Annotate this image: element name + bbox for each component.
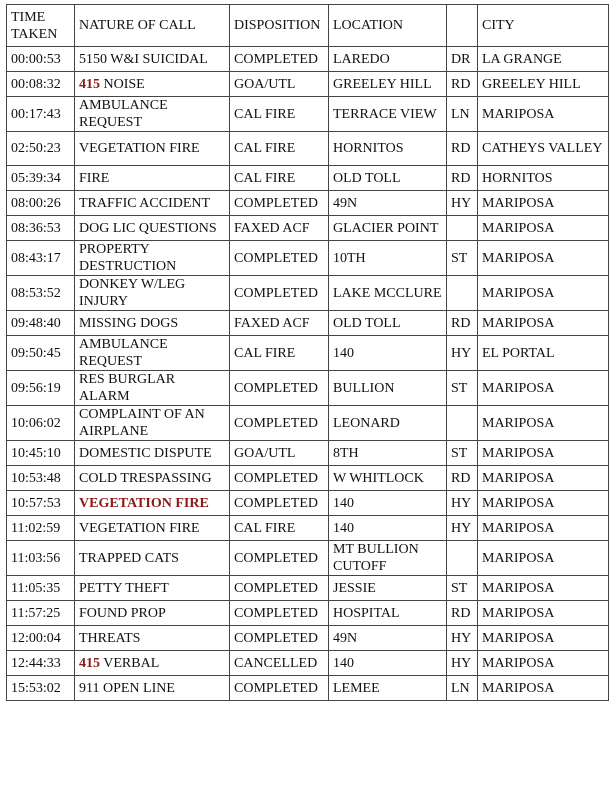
cell-location: 49N <box>329 191 447 216</box>
cell-location: 140 <box>329 651 447 676</box>
cell-location: W WHITLOCK <box>329 466 447 491</box>
cell-disposition: COMPLETED <box>230 241 329 276</box>
cell-suffix: HY <box>447 651 478 676</box>
cell-time: 00:08:32 <box>7 72 75 97</box>
cell-disposition: COMPLETED <box>230 491 329 516</box>
cell-time: 08:43:17 <box>7 241 75 276</box>
cell-time: 00:00:53 <box>7 47 75 72</box>
cell-nature: RES BURGLAR ALARM <box>75 371 230 406</box>
cell-suffix: RD <box>447 132 478 166</box>
table-row <box>7 166 609 191</box>
cell-location: 10TH <box>329 241 447 276</box>
cell-nature: TRAFFIC ACCIDENT <box>75 191 230 216</box>
call-log <box>6 4 609 701</box>
call-code-highlight: 415 <box>79 655 100 671</box>
cell-nature: VEGETATION FIRE <box>75 516 230 541</box>
cell-location: OLD TOLL <box>329 166 447 191</box>
cell-location: MT BULLION CUTOFF <box>329 541 447 576</box>
table-row <box>7 676 609 701</box>
col-header-disposition: DISPOSITION <box>230 5 329 47</box>
cell-disposition: COMPLETED <box>230 191 329 216</box>
cell-city: MARIPOSA <box>478 466 609 491</box>
cell-city: MARIPOSA <box>478 276 609 311</box>
cell-time: 08:36:53 <box>7 216 75 241</box>
table-row <box>7 651 609 676</box>
cell-nature: VEGETATION FIRE <box>75 132 230 166</box>
col-header-location: LOCATION <box>329 5 447 47</box>
cell-city: MARIPOSA <box>478 216 609 241</box>
cell-suffix: ST <box>447 241 478 276</box>
cell-suffix: ST <box>447 441 478 466</box>
call-code-highlight: VEGETATION FIRE <box>79 495 209 511</box>
cell-city: MARIPOSA <box>478 651 609 676</box>
cell-city: MARIPOSA <box>478 516 609 541</box>
cell-disposition: COMPLETED <box>230 371 329 406</box>
cell-location: LEONARD <box>329 406 447 441</box>
cell-nature: FIRE <box>75 166 230 191</box>
cell-time: 05:39:34 <box>7 166 75 191</box>
cell-disposition: COMPLETED <box>230 47 329 72</box>
cell-suffix: RD <box>447 466 478 491</box>
cell-location: HORNITOS <box>329 132 447 166</box>
cell-city: EL PORTAL <box>478 336 609 371</box>
cell-location: LAREDO <box>329 47 447 72</box>
cell-time: 15:53:02 <box>7 676 75 701</box>
cell-city: MARIPOSA <box>478 626 609 651</box>
cell-suffix: RD <box>447 166 478 191</box>
cell-disposition: COMPLETED <box>230 626 329 651</box>
cell-disposition: CANCELLED <box>230 651 329 676</box>
cell-suffix: HY <box>447 336 478 371</box>
table-row <box>7 336 609 371</box>
cell-nature: 911 OPEN LINE <box>75 676 230 701</box>
cell-time: 10:57:53 <box>7 491 75 516</box>
table-row <box>7 491 609 516</box>
cell-location: TERRACE VIEW <box>329 97 447 132</box>
cell-disposition: CAL FIRE <box>230 97 329 132</box>
cell-suffix: ST <box>447 371 478 406</box>
cell-nature <box>75 651 230 676</box>
cell-city: MARIPOSA <box>478 371 609 406</box>
cell-location: 140 <box>329 491 447 516</box>
cell-nature: FOUND PROP <box>75 601 230 626</box>
cell-city: MARIPOSA <box>478 241 609 276</box>
cell-suffix: LN <box>447 97 478 132</box>
cell-disposition: COMPLETED <box>230 541 329 576</box>
cell-suffix: ST <box>447 576 478 601</box>
cell-location: BULLION <box>329 371 447 406</box>
cell-time: 11:05:35 <box>7 576 75 601</box>
cell-nature: DOMESTIC DISPUTE <box>75 441 230 466</box>
cell-location: 140 <box>329 516 447 541</box>
cell-location: LAKE MCCLURE <box>329 276 447 311</box>
cell-disposition: GOA/UTL <box>230 441 329 466</box>
table-row <box>7 601 609 626</box>
cell-suffix <box>447 541 478 576</box>
cell-city: CATHEYS VALLEY <box>478 132 609 166</box>
cell-suffix <box>447 276 478 311</box>
cell-time: 09:56:19 <box>7 371 75 406</box>
cell-location: HOSPITAL <box>329 601 447 626</box>
cell-nature: AMBULANCE REQUEST <box>75 97 230 132</box>
cell-time: 08:00:26 <box>7 191 75 216</box>
cell-time: 02:50:23 <box>7 132 75 166</box>
call-code-highlight: 415 <box>79 76 100 92</box>
cell-time: 12:00:04 <box>7 626 75 651</box>
cell-time: 08:53:52 <box>7 276 75 311</box>
cell-location: 49N <box>329 626 447 651</box>
cell-city: LA GRANGE <box>478 47 609 72</box>
cell-city: MARIPOSA <box>478 441 609 466</box>
cell-time: 11:57:25 <box>7 601 75 626</box>
cell-nature-text: VERBAL <box>100 655 160 671</box>
table-row <box>7 72 609 97</box>
cell-suffix: HY <box>447 191 478 216</box>
cell-time: 11:03:56 <box>7 541 75 576</box>
cell-time: 00:17:43 <box>7 97 75 132</box>
table-row <box>7 241 609 276</box>
cell-nature: COLD TRESPASSING <box>75 466 230 491</box>
cell-location: 140 <box>329 336 447 371</box>
cell-nature: THREATS <box>75 626 230 651</box>
cell-disposition: FAXED ACF <box>230 216 329 241</box>
cell-location: OLD TOLL <box>329 311 447 336</box>
cell-suffix: LN <box>447 676 478 701</box>
cell-nature: DOG LIC QUESTIONS <box>75 216 230 241</box>
cell-suffix <box>447 216 478 241</box>
cell-location: LEMEE <box>329 676 447 701</box>
cell-city: MARIPOSA <box>478 491 609 516</box>
cell-city: MARIPOSA <box>478 541 609 576</box>
table-row <box>7 626 609 651</box>
cell-disposition: COMPLETED <box>230 601 329 626</box>
cell-location: JESSIE <box>329 576 447 601</box>
cell-time: 10:45:10 <box>7 441 75 466</box>
cell-city: HORNITOS <box>478 166 609 191</box>
cell-city: MARIPOSA <box>478 406 609 441</box>
cell-city: GREELEY HILL <box>478 72 609 97</box>
table-row <box>7 441 609 466</box>
cell-suffix: RD <box>447 601 478 626</box>
col-header-suffix <box>447 5 478 47</box>
cell-nature: AMBULANCE REQUEST <box>75 336 230 371</box>
table-row <box>7 216 609 241</box>
cell-disposition: GOA/UTL <box>230 72 329 97</box>
cell-suffix: HY <box>447 516 478 541</box>
cell-location: 8TH <box>329 441 447 466</box>
cell-suffix <box>447 406 478 441</box>
cell-city: MARIPOSA <box>478 191 609 216</box>
cell-disposition: COMPLETED <box>230 276 329 311</box>
cell-city: MARIPOSA <box>478 97 609 132</box>
cell-suffix: RD <box>447 311 478 336</box>
cell-nature: COMPLAINT OF AN AIRPLANE <box>75 406 230 441</box>
cell-disposition: CAL FIRE <box>230 166 329 191</box>
table-row <box>7 406 609 441</box>
cell-disposition: COMPLETED <box>230 466 329 491</box>
cell-time: 12:44:33 <box>7 651 75 676</box>
table-row <box>7 191 609 216</box>
table-row <box>7 47 609 72</box>
table-row <box>7 97 609 132</box>
col-header-time: TIME TAKEN <box>7 5 75 47</box>
cell-time: 10:53:48 <box>7 466 75 491</box>
cell-disposition: CAL FIRE <box>230 516 329 541</box>
header-row <box>7 5 609 47</box>
cell-nature <box>75 72 230 97</box>
cell-nature: PETTY THEFT <box>75 576 230 601</box>
table-row <box>7 132 609 166</box>
cell-disposition: FAXED ACF <box>230 311 329 336</box>
cell-disposition: CAL FIRE <box>230 132 329 166</box>
cell-suffix: RD <box>447 72 478 97</box>
cell-time: 11:02:59 <box>7 516 75 541</box>
table-row <box>7 276 609 311</box>
cell-nature-text: NOISE <box>100 76 145 92</box>
cell-time: 10:06:02 <box>7 406 75 441</box>
cell-location: GLACIER POINT <box>329 216 447 241</box>
table-row <box>7 541 609 576</box>
cell-disposition: COMPLETED <box>230 676 329 701</box>
cell-time: 09:48:40 <box>7 311 75 336</box>
cell-city: MARIPOSA <box>478 676 609 701</box>
cell-nature: TRAPPED CATS <box>75 541 230 576</box>
cell-suffix: HY <box>447 491 478 516</box>
cell-nature: PROPERTY DESTRUCTION <box>75 241 230 276</box>
table-row <box>7 516 609 541</box>
cell-disposition: CAL FIRE <box>230 336 329 371</box>
cell-suffix: DR <box>447 47 478 72</box>
cell-nature: 5150 W&I SUICIDAL <box>75 47 230 72</box>
cell-time: 09:50:45 <box>7 336 75 371</box>
cell-city: MARIPOSA <box>478 601 609 626</box>
cell-nature: MISSING DOGS <box>75 311 230 336</box>
col-header-city: CITY <box>478 5 609 47</box>
cell-disposition: COMPLETED <box>230 406 329 441</box>
cell-city: MARIPOSA <box>478 311 609 336</box>
table-row <box>7 311 609 336</box>
cell-nature <box>75 491 230 516</box>
table-row <box>7 576 609 601</box>
table-row <box>7 466 609 491</box>
cell-location: GREELEY HILL <box>329 72 447 97</box>
call-log-table <box>6 4 609 701</box>
cell-suffix: HY <box>447 626 478 651</box>
cell-city: MARIPOSA <box>478 576 609 601</box>
cell-nature: DONKEY W/LEG INJURY <box>75 276 230 311</box>
cell-disposition: COMPLETED <box>230 576 329 601</box>
col-header-nature: NATURE OF CALL <box>75 5 230 47</box>
table-row <box>7 371 609 406</box>
